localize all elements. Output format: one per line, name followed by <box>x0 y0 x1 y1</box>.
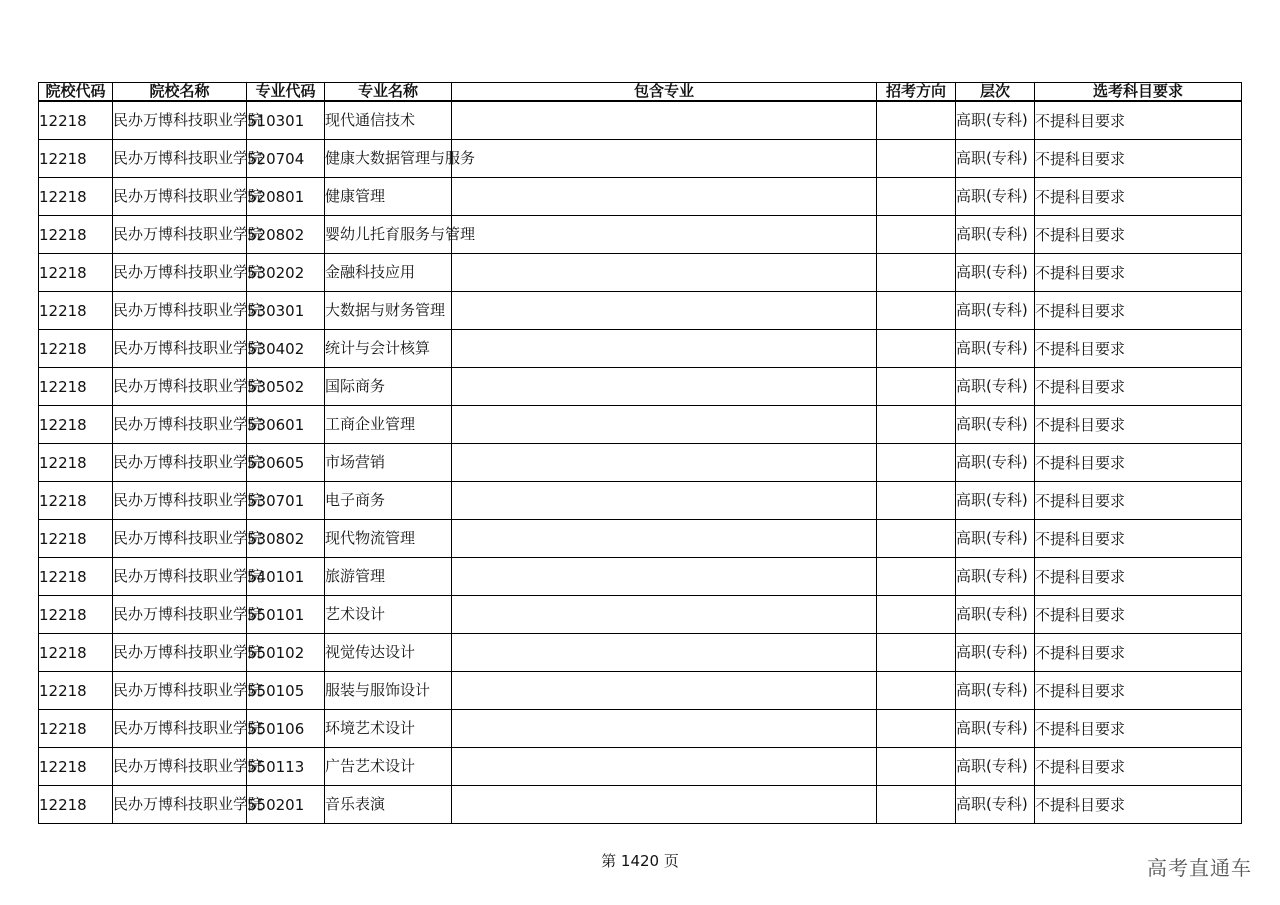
table-row <box>39 558 1242 596</box>
table-row <box>39 292 1242 330</box>
cell-major-name: 市场营销 <box>325 444 452 482</box>
table-row <box>39 216 1242 254</box>
cell-school-code: 12218 <box>39 101 113 140</box>
cell-major-code: 510301 <box>247 101 325 140</box>
cell-major-name: 现代通信技术 <box>325 101 452 140</box>
cell-requirement: 不提科目要求 <box>1035 292 1242 330</box>
cell-school-code: 12218 <box>39 368 113 406</box>
cell-major-code: 520704 <box>247 140 325 178</box>
table-row <box>39 330 1242 368</box>
table-row <box>39 406 1242 444</box>
cell-major-name: 服装与服饰设计 <box>325 672 452 710</box>
cell-includes <box>452 292 877 330</box>
cell-level: 高职(专科) <box>956 406 1035 444</box>
header-school-name: 院校名称 <box>113 83 247 102</box>
cell-includes <box>452 140 877 178</box>
table-row <box>39 140 1242 178</box>
table-header <box>39 83 1242 102</box>
cell-includes <box>452 330 877 368</box>
cell-level: 高职(专科) <box>956 330 1035 368</box>
cell-direction <box>877 330 956 368</box>
table-row <box>39 634 1242 672</box>
cell-requirement: 不提科目要求 <box>1035 444 1242 482</box>
cell-includes <box>452 748 877 786</box>
cell-major-code: 530605 <box>247 444 325 482</box>
cell-requirement: 不提科目要求 <box>1035 710 1242 748</box>
cell-school-code: 12218 <box>39 406 113 444</box>
cell-requirement: 不提科目要求 <box>1035 254 1242 292</box>
cell-major-code: 540101 <box>247 558 325 596</box>
cell-level: 高职(专科) <box>956 444 1035 482</box>
table-row <box>39 748 1242 786</box>
cell-requirement: 不提科目要求 <box>1035 596 1242 634</box>
cell-school-name: 民办万博科技职业学院 <box>113 216 247 254</box>
cell-direction <box>877 672 956 710</box>
cell-major-name: 婴幼儿托育服务与管理 <box>325 216 452 254</box>
cell-school-code: 12218 <box>39 216 113 254</box>
cell-school-code: 12218 <box>39 292 113 330</box>
cell-school-name: 民办万博科技职业学院 <box>113 748 247 786</box>
cell-includes <box>452 254 877 292</box>
cell-major-name: 健康大数据管理与服务 <box>325 140 452 178</box>
header-school-code: 院校代码 <box>39 83 113 102</box>
cell-school-code: 12218 <box>39 482 113 520</box>
cell-direction <box>877 596 956 634</box>
cell-direction <box>877 178 956 216</box>
cell-school-name: 民办万博科技职业学院 <box>113 254 247 292</box>
header-requirement: 选考科目要求 <box>1035 83 1242 102</box>
header-includes: 包含专业 <box>452 83 877 102</box>
cell-level: 高职(专科) <box>956 672 1035 710</box>
cell-level: 高职(专科) <box>956 710 1035 748</box>
cell-school-code: 12218 <box>39 254 113 292</box>
cell-requirement: 不提科目要求 <box>1035 672 1242 710</box>
cell-school-code: 12218 <box>39 786 113 824</box>
cell-school-name: 民办万博科技职业学院 <box>113 786 247 824</box>
cell-school-name: 民办万博科技职业学院 <box>113 444 247 482</box>
cell-level: 高职(专科) <box>956 634 1035 672</box>
cell-direction <box>877 482 956 520</box>
majors-table <box>38 82 1242 824</box>
cell-includes <box>452 368 877 406</box>
cell-includes <box>452 520 877 558</box>
cell-direction <box>877 406 956 444</box>
cell-school-code: 12218 <box>39 710 113 748</box>
cell-direction <box>877 786 956 824</box>
cell-includes <box>452 101 877 140</box>
cell-includes <box>452 444 877 482</box>
cell-direction <box>877 634 956 672</box>
cell-school-code: 12218 <box>39 520 113 558</box>
cell-includes <box>452 482 877 520</box>
cell-major-code: 550105 <box>247 672 325 710</box>
cell-major-name: 旅游管理 <box>325 558 452 596</box>
cell-level: 高职(专科) <box>956 482 1035 520</box>
cell-direction <box>877 216 956 254</box>
cell-direction <box>877 558 956 596</box>
cell-school-code: 12218 <box>39 634 113 672</box>
cell-level: 高职(专科) <box>956 786 1035 824</box>
header-direction: 招考方向 <box>877 83 956 102</box>
cell-school-name: 民办万博科技职业学院 <box>113 558 247 596</box>
cell-school-code: 12218 <box>39 444 113 482</box>
cell-includes <box>452 710 877 748</box>
table-row <box>39 368 1242 406</box>
cell-major-name: 艺术设计 <box>325 596 452 634</box>
cell-major-name: 工商企业管理 <box>325 406 452 444</box>
cell-school-code: 12218 <box>39 178 113 216</box>
cell-school-name: 民办万博科技职业学院 <box>113 520 247 558</box>
cell-major-name: 大数据与财务管理 <box>325 292 452 330</box>
cell-requirement: 不提科目要求 <box>1035 330 1242 368</box>
cell-school-name: 民办万博科技职业学院 <box>113 330 247 368</box>
cell-major-code: 550102 <box>247 634 325 672</box>
cell-major-code: 530502 <box>247 368 325 406</box>
cell-major-code: 530202 <box>247 254 325 292</box>
table-row <box>39 520 1242 558</box>
cell-level: 高职(专科) <box>956 596 1035 634</box>
cell-school-name: 民办万博科技职业学院 <box>113 634 247 672</box>
cell-direction <box>877 368 956 406</box>
table-row <box>39 178 1242 216</box>
cell-direction <box>877 748 956 786</box>
cell-direction <box>877 101 956 140</box>
header-level: 层次 <box>956 83 1035 102</box>
cell-level: 高职(专科) <box>956 140 1035 178</box>
cell-includes <box>452 634 877 672</box>
cell-level: 高职(专科) <box>956 178 1035 216</box>
cell-level: 高职(专科) <box>956 254 1035 292</box>
cell-major-name: 统计与会计核算 <box>325 330 452 368</box>
cell-school-name: 民办万博科技职业学院 <box>113 710 247 748</box>
cell-direction <box>877 140 956 178</box>
page-number: 第 1420 页 <box>601 852 679 870</box>
cell-major-name: 视觉传达设计 <box>325 634 452 672</box>
cell-level: 高职(专科) <box>956 748 1035 786</box>
cell-includes <box>452 178 877 216</box>
cell-major-name: 金融科技应用 <box>325 254 452 292</box>
cell-school-name: 民办万博科技职业学院 <box>113 596 247 634</box>
cell-requirement: 不提科目要求 <box>1035 178 1242 216</box>
table-row <box>39 786 1242 824</box>
cell-school-code: 12218 <box>39 140 113 178</box>
table-row <box>39 672 1242 710</box>
cell-level: 高职(专科) <box>956 368 1035 406</box>
cell-major-code: 530601 <box>247 406 325 444</box>
cell-major-name: 音乐表演 <box>325 786 452 824</box>
header-major-name: 专业名称 <box>325 83 452 102</box>
table-row <box>39 444 1242 482</box>
cell-major-code: 520802 <box>247 216 325 254</box>
cell-requirement: 不提科目要求 <box>1035 558 1242 596</box>
cell-direction <box>877 292 956 330</box>
cell-major-code: 530402 <box>247 330 325 368</box>
cell-includes <box>452 558 877 596</box>
header-row <box>39 83 1242 102</box>
cell-requirement: 不提科目要求 <box>1035 748 1242 786</box>
cell-level: 高职(专科) <box>956 216 1035 254</box>
table-row <box>39 101 1242 140</box>
cell-level: 高职(专科) <box>956 101 1035 140</box>
cell-major-name: 广告艺术设计 <box>325 748 452 786</box>
cell-major-code: 530701 <box>247 482 325 520</box>
cell-school-name: 民办万博科技职业学院 <box>113 672 247 710</box>
cell-requirement: 不提科目要求 <box>1035 216 1242 254</box>
cell-major-code: 550106 <box>247 710 325 748</box>
table-row <box>39 254 1242 292</box>
cell-school-code: 12218 <box>39 330 113 368</box>
cell-direction <box>877 254 956 292</box>
cell-school-name: 民办万博科技职业学院 <box>113 406 247 444</box>
cell-major-code: 530802 <box>247 520 325 558</box>
table-row <box>39 710 1242 748</box>
cell-school-name: 民办万博科技职业学院 <box>113 178 247 216</box>
watermark-logo: 高考直通车 <box>1147 856 1252 880</box>
cell-school-name: 民办万博科技职业学院 <box>113 140 247 178</box>
cell-school-code: 12218 <box>39 558 113 596</box>
cell-includes <box>452 786 877 824</box>
cell-requirement: 不提科目要求 <box>1035 140 1242 178</box>
cell-major-name: 环境艺术设计 <box>325 710 452 748</box>
cell-requirement: 不提科目要求 <box>1035 786 1242 824</box>
cell-includes <box>452 672 877 710</box>
header-major-code: 专业代码 <box>247 83 325 102</box>
cell-school-code: 12218 <box>39 596 113 634</box>
cell-requirement: 不提科目要求 <box>1035 101 1242 140</box>
cell-major-code: 520801 <box>247 178 325 216</box>
table-row <box>39 482 1242 520</box>
cell-major-code: 530301 <box>247 292 325 330</box>
cell-school-name: 民办万博科技职业学院 <box>113 368 247 406</box>
cell-requirement: 不提科目要求 <box>1035 520 1242 558</box>
cell-major-name: 电子商务 <box>325 482 452 520</box>
cell-includes <box>452 406 877 444</box>
cell-requirement: 不提科目要求 <box>1035 634 1242 672</box>
cell-school-name: 民办万博科技职业学院 <box>113 101 247 140</box>
cell-school-code: 12218 <box>39 748 113 786</box>
cell-level: 高职(专科) <box>956 520 1035 558</box>
cell-includes <box>452 596 877 634</box>
table-body <box>39 101 1242 824</box>
cell-direction <box>877 520 956 558</box>
cell-major-code: 550101 <box>247 596 325 634</box>
cell-includes <box>452 216 877 254</box>
cell-major-code: 550113 <box>247 748 325 786</box>
cell-direction <box>877 710 956 748</box>
cell-requirement: 不提科目要求 <box>1035 482 1242 520</box>
cell-direction <box>877 444 956 482</box>
table-row <box>39 596 1242 634</box>
cell-level: 高职(专科) <box>956 558 1035 596</box>
cell-requirement: 不提科目要求 <box>1035 406 1242 444</box>
cell-major-name: 健康管理 <box>325 178 452 216</box>
cell-level: 高职(专科) <box>956 292 1035 330</box>
cell-requirement: 不提科目要求 <box>1035 368 1242 406</box>
cell-major-code: 550201 <box>247 786 325 824</box>
cell-school-code: 12218 <box>39 672 113 710</box>
cell-school-name: 民办万博科技职业学院 <box>113 292 247 330</box>
cell-major-name: 现代物流管理 <box>325 520 452 558</box>
cell-major-name: 国际商务 <box>325 368 452 406</box>
cell-school-name: 民办万博科技职业学院 <box>113 482 247 520</box>
